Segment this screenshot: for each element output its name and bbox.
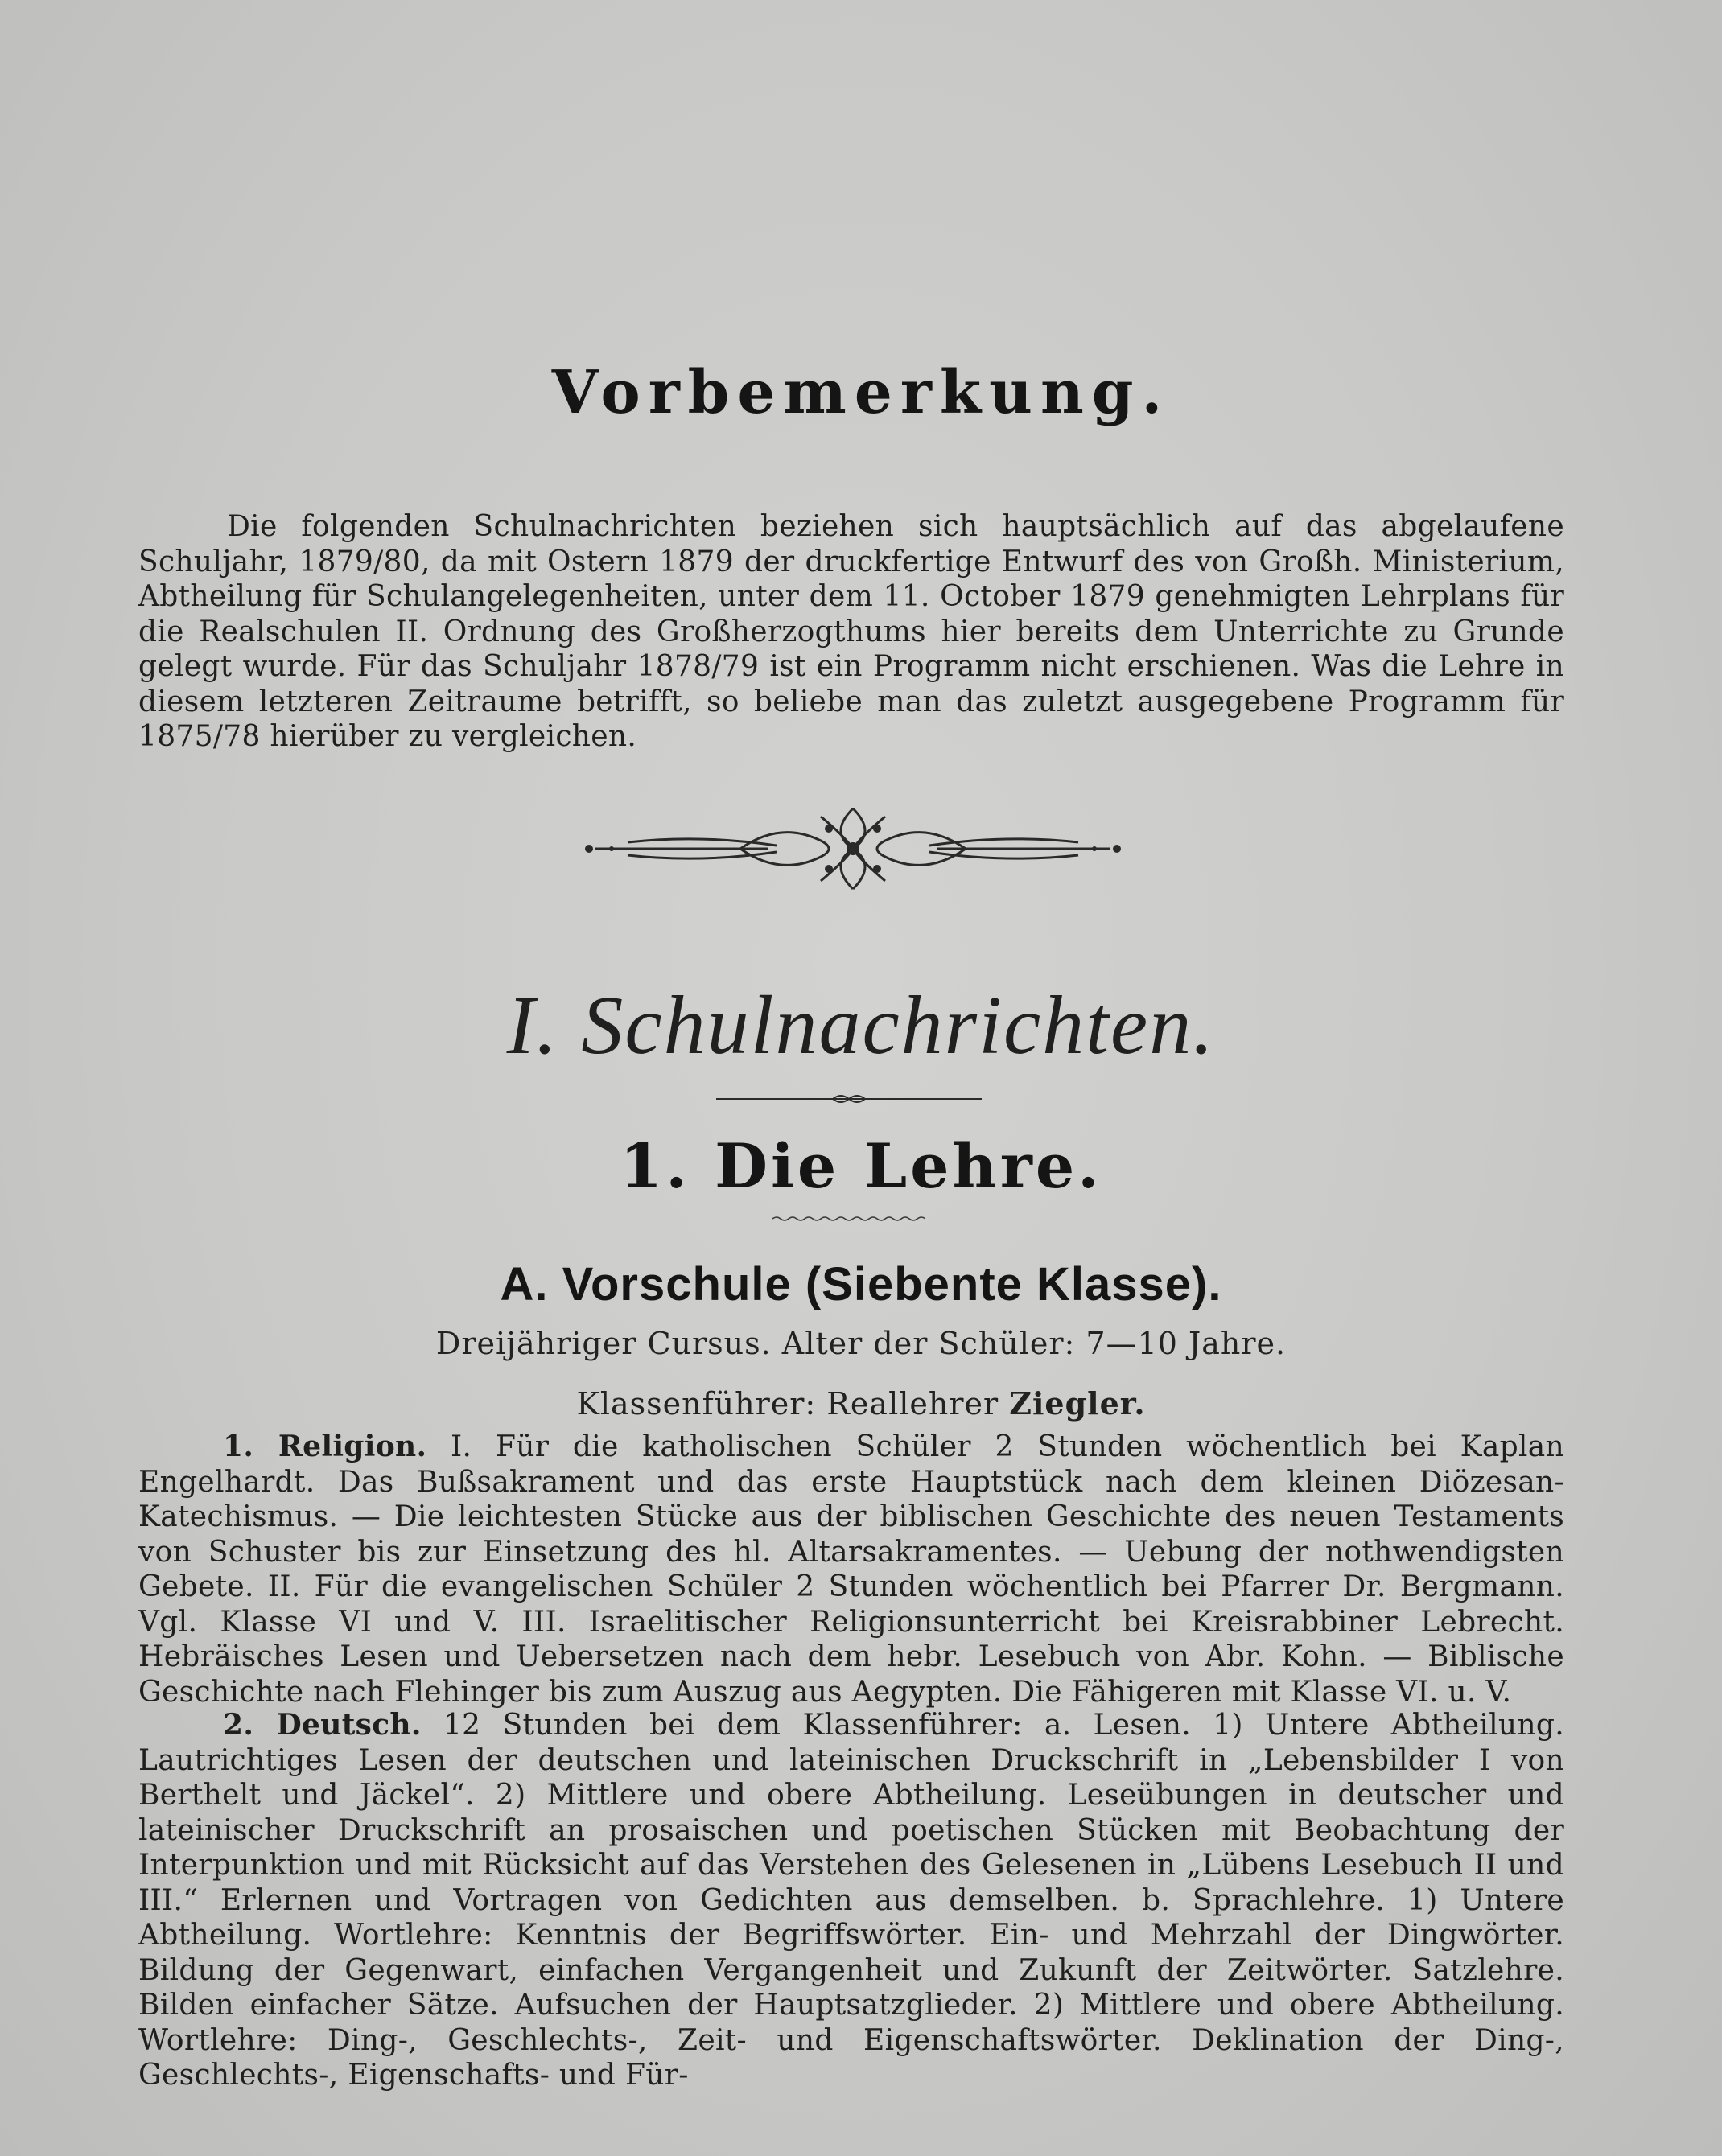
heading-vorbemerkung: Vorbemerkung. — [551, 358, 1171, 427]
heading-vorschule: A. Vorschule (Siebente Klasse). — [500, 1258, 1222, 1310]
deutsch-label: 2. Deutsch. — [223, 1708, 422, 1742]
deutsch-text: 12 Stunden bei dem Klassenführer: a. Lesen. 1) Untere Abtheilung. Lautrichtiges Lesen der deutschen und lateinischen Druckschrift in „Lebensbilder I von Berthelt und Jäckel“. 2) Mittlere und obere Abtheilung. Leseübungen in deutscher und lateinischer Druckschrift an prosaischen und poetischen Stücken mit Beobachtung der Interpunktion und mit Rücksicht auf das Verstehen des Gelesenen in „Lübens Lesebuch II und III.“ Erlernen und Vortragen von Gedichten aus demselben. b. Sprachlehre. 1) Untere Abtheilung. Wortlehre: Kenntnis der Begriffswörter. Ein- und Mehrzahl der Dingwörter. Bildung der Gegenwart, einfachen Vergangenheit und Zukunft der Zeitwörter. Satzlehre. Bilden einfacher Sätze. Aufsuchen der Hauptsatzglieder. 2) Mittlere und obere Abtheilung. Wortlehre: Ding-, Geschlechts-, Zeit- und Eigenschaftswörter. Deklination der Ding-, Geschlechts-, Eigenschafts- und Für- — [138, 1709, 1564, 2092]
intro-paragraph: Die folgenden Schulnachrichten beziehen sich hauptsächlich auf das abgelaufene Schuljahr, 1879/80, da mit Ostern 1879 der druckfertige Entwurf des von Großh. Ministerium, Abtheilung für Schulangelegenheiten, unter dem 11. October 1879 genehmigten Lehrplans für die Realschulen II. Ordnung des Großherzogthums hier bereits dem Unterrichte zu Grunde gelegt wurde. Für das Schuljahr 1878/79 ist ein Programm nicht erschienen. Was die Lehre in diesem letzteren Zeitraume betrifft, so beliebe man das zuletzt ausgegebene Programm für 1875/78 hierüber zu vergleichen. — [138, 510, 1564, 753]
divider-rule — [716, 1092, 982, 1105]
deutsch-paragraph — [138, 1708, 1564, 2093]
klassenfuehrer-name: Ziegler. — [1009, 1385, 1146, 1422]
klassenfuehrer-line — [0, 1385, 1722, 1422]
heading-die-lehre: 1. Die Lehre. — [620, 1130, 1102, 1202]
wavy-rule — [772, 1215, 925, 1223]
klassenfuehrer-label: Klassenführer: Reallehrer — [576, 1386, 999, 1422]
religion-text: I. Für die katholischen Schüler 2 Stunden wöchentlich bei Kaplan Engelhardt. Das Bußsakrament und das erste Hauptstück nach dem kleinen Diözesan-Katechismus. — Die leichtesten Stücke aus der biblischen Geschichte des neuen Testaments von Schuster bis zur Einsetzung des hl. Altarsakramentes. — Uebung der nothwendigsten Gebete. II. Für die evangelischen Schüler 2 Stunden wöchentlich bei Pfarrer Dr. Bergmann. Vgl. Klasse VI und V. III. Israelitischer Religionsunterricht bei Kreisrabbiner Lebrecht. Hebräisches Lesen und Uebersetzen nach dem hebr. Lesebuch von Abr. Kohn. — Biblische Geschichte nach Flehinger bis zum Auszug aus Aegypten. Die Fähigeren mit Klasse VI. u. V. — [138, 1430, 1564, 1709]
heading-schulnachrichten: I. Schulnachrichten. — [506, 979, 1216, 1072]
religion-paragraph — [138, 1430, 1564, 1710]
cursus-line: Dreijähriger Cursus. Alter der Schüler: 7—10 Jahre. — [435, 1326, 1287, 1361]
religion-label: 1. Religion. — [223, 1430, 427, 1463]
ornament-divider — [579, 792, 1127, 905]
